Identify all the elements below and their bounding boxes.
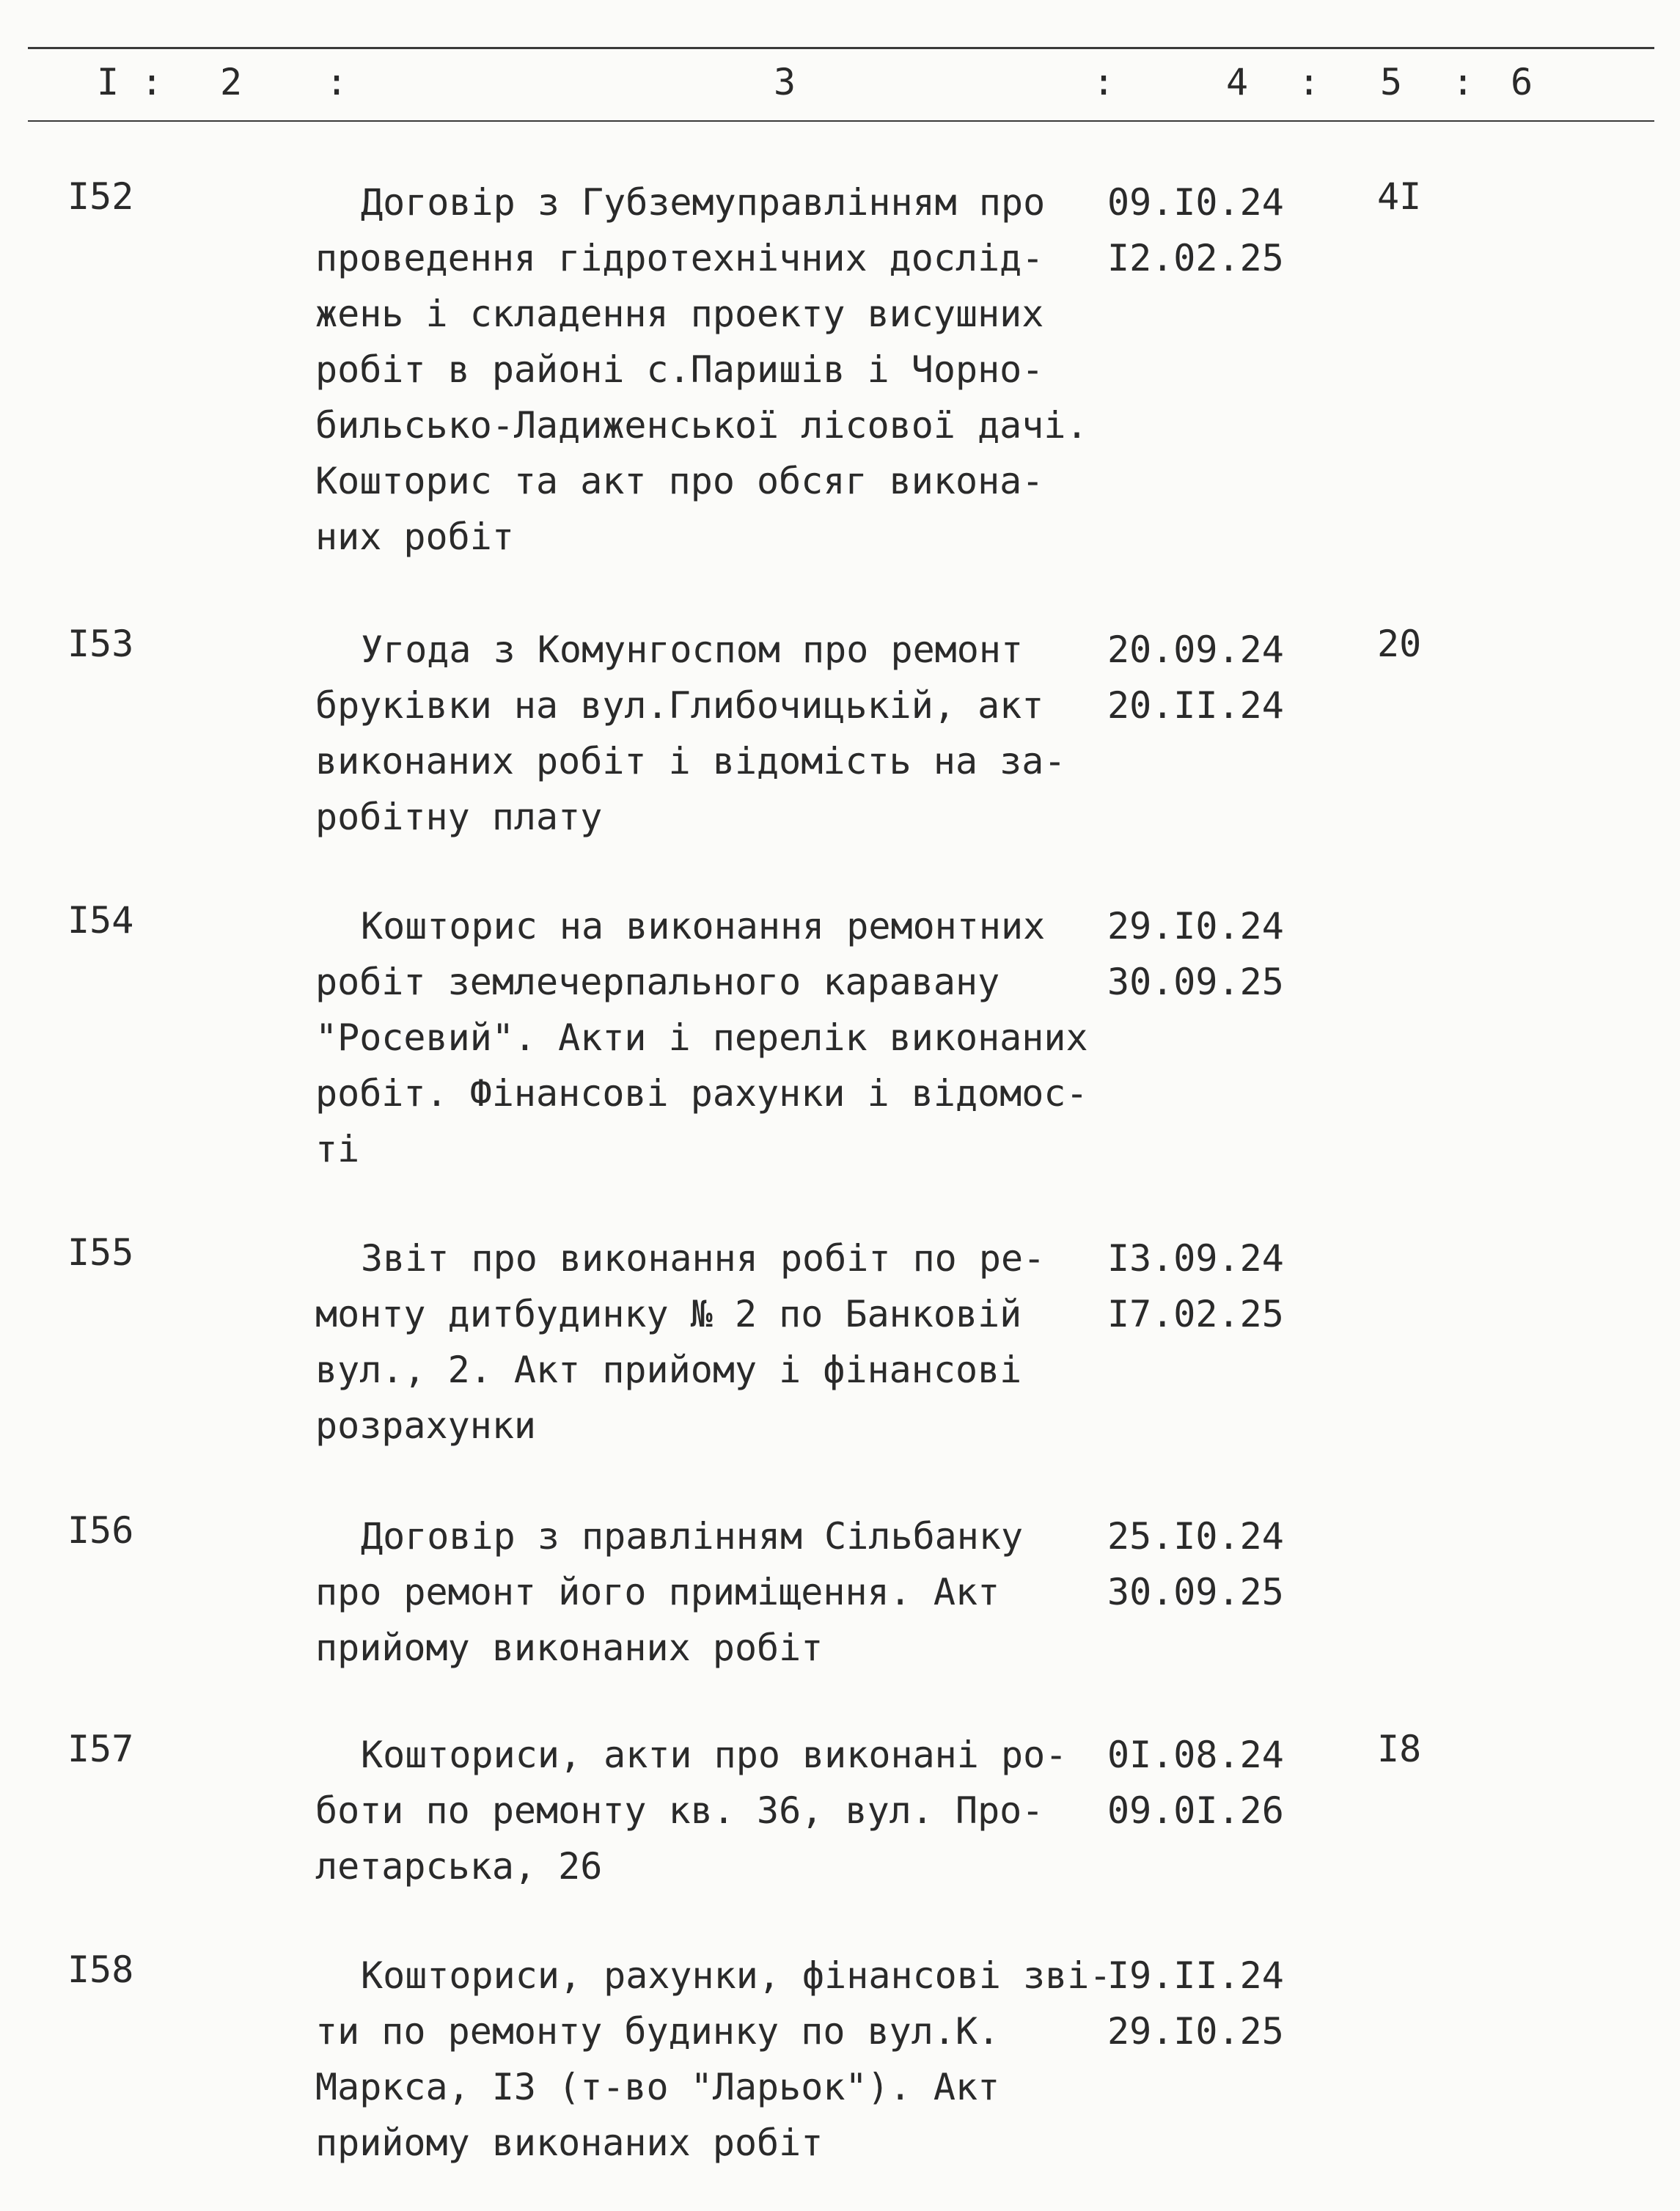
- header-col2: 2: [220, 61, 243, 103]
- entry-number: I57: [67, 1728, 134, 1770]
- header-col1: I: [97, 61, 120, 103]
- date-end: 20.II.24: [1107, 684, 1284, 727]
- entry-number: I54: [67, 899, 134, 942]
- date-start: 25.I0.24: [1107, 1515, 1284, 1558]
- description-line: прийому виконаних робіт: [315, 1627, 824, 1669]
- entry-number: I56: [67, 1509, 134, 1552]
- entry-sheet-count: I8: [1377, 1728, 1422, 1770]
- description-line: Кошториси, акти про виконані ро-: [361, 1734, 1068, 1776]
- entry-dates: [1107, 622, 1284, 733]
- description-line: Угода з Комунгоспом про ремонт: [361, 628, 1024, 671]
- description-line: про ремонт його приміщення. Акт: [315, 1571, 1000, 1613]
- entry-number: I52: [67, 175, 134, 218]
- entry-sheet-count: 20: [1377, 623, 1422, 665]
- description-line: Кошторис на виконання ремонтних: [361, 905, 1046, 947]
- header-col5: 5: [1380, 61, 1403, 103]
- description-line: робітну плату: [315, 796, 603, 838]
- header-sep: :: [326, 61, 348, 103]
- date-start: I9.II.24: [1107, 1954, 1284, 1997]
- entry-description: [315, 1231, 1129, 1453]
- description-line: них робіт: [315, 516, 514, 558]
- entry-description: [315, 1508, 1129, 1676]
- entry-description: [315, 1948, 1129, 2171]
- entry-dates: [1107, 1727, 1284, 1838]
- description-line: розрахунки: [315, 1404, 537, 1447]
- date-end: 30.09.25: [1107, 961, 1284, 1003]
- entry-dates: [1107, 175, 1284, 286]
- description-line: прийому виконаних робіт: [315, 2122, 824, 2164]
- header-bottom-rule: [28, 120, 1654, 122]
- description-line: проведення гідротехнічних дослід-: [315, 237, 1044, 279]
- date-end: 29.I0.25: [1107, 2010, 1284, 2053]
- description-line: Звіт про виконання робіт по ре-: [361, 1237, 1046, 1280]
- date-start: 20.09.24: [1107, 628, 1284, 671]
- header-sep: :: [141, 61, 164, 103]
- description-line: бруківки на вул.Глибочицькій, акт: [315, 684, 1044, 727]
- entry-description: [315, 1727, 1129, 1894]
- description-line: Договір з правлінням Сільбанку: [361, 1515, 1024, 1558]
- description-line: "Росевий". Акти і перелік виконаних: [315, 1016, 1088, 1059]
- entry-sheet-count: 4I: [1377, 175, 1422, 218]
- header-sep: :: [1093, 61, 1115, 103]
- description-line: Кошториси, рахунки, фінансові зві-: [361, 1954, 1112, 1997]
- date-start: I3.09.24: [1107, 1237, 1284, 1280]
- date-start: 29.I0.24: [1107, 905, 1284, 947]
- header-top-rule: [28, 47, 1654, 49]
- date-start: 09.I0.24: [1107, 181, 1284, 224]
- header-col4: 4: [1226, 61, 1249, 103]
- description-line: бильсько-Ладиженської лісової дачі.: [315, 404, 1088, 447]
- entry-number: I53: [67, 623, 134, 665]
- description-line: робіт. Фінансові рахунки і відомос-: [315, 1072, 1088, 1115]
- entry-dates: [1107, 1948, 1284, 2059]
- description-line: боти по ремонту кв. 36, вул. Про-: [315, 1789, 1044, 1832]
- entry-dates: [1107, 1231, 1284, 1342]
- description-line: летарська, 26: [315, 1845, 603, 1888]
- header-sep: :: [1452, 61, 1475, 103]
- header-sep: :: [1298, 61, 1321, 103]
- description-line: жень і складення проекту висушних: [315, 293, 1044, 335]
- description-line: вул., 2. Акт прийому і фінансові: [315, 1349, 1022, 1391]
- date-end: I2.02.25: [1107, 237, 1284, 279]
- description-line: Кошторис та акт про обсяг викона-: [315, 460, 1044, 502]
- entry-number: I55: [67, 1231, 134, 1274]
- entry-dates: [1107, 1508, 1284, 1620]
- date-end: I7.02.25: [1107, 1293, 1284, 1335]
- header-col3: 3: [774, 61, 796, 103]
- description-line: виконаних робіт і відомість на за-: [315, 740, 1066, 782]
- description-line: ти по ремонту будинку по вул.К.: [315, 2010, 1000, 2053]
- entry-number: I58: [67, 1948, 134, 1991]
- description-line: робіт в районі с.Паришів і Чорно-: [315, 348, 1044, 391]
- header-col6: 6: [1511, 61, 1533, 103]
- description-line: робіт землечерпального каравану: [315, 961, 1000, 1003]
- description-line: ті: [315, 1128, 360, 1170]
- entry-description: [315, 175, 1129, 565]
- description-line: Маркса, I3 (т-во "Ларьок"). Акт: [315, 2066, 1000, 2108]
- description-line: Договір з Губземуправлінням про: [361, 181, 1046, 224]
- entry-description: [315, 622, 1129, 845]
- date-end: 09.0I.26: [1107, 1789, 1284, 1832]
- description-line: монту дитбудинку № 2 по Банковій: [315, 1293, 1022, 1335]
- date-end: 30.09.25: [1107, 1571, 1284, 1613]
- entry-dates: [1107, 898, 1284, 1010]
- date-start: 0I.08.24: [1107, 1734, 1284, 1776]
- entry-description: [315, 898, 1129, 1177]
